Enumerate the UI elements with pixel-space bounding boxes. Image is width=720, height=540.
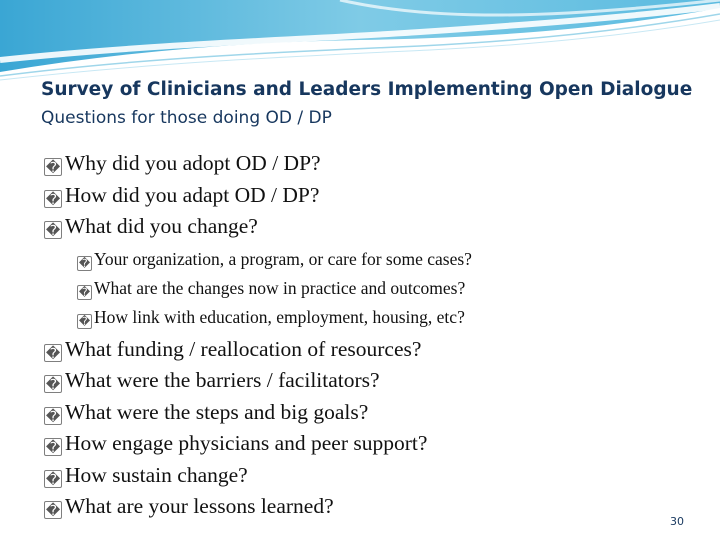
list-item: [77, 245, 472, 274]
question-text: What were the barriers / facilitators?: [65, 368, 380, 392]
sub-question-text: What are the changes now in practice and outcomes?: [94, 277, 466, 298]
slide-title: Survey of Clinicians and Leaders Implementing Open Dialogue: [41, 79, 693, 100]
slide-subtitle: Questions for those doing OD / DP: [41, 108, 332, 128]
list-item: [44, 365, 472, 397]
missing-glyph-icon: �: [78, 314, 91, 328]
list-item: [44, 428, 472, 460]
list-item: [77, 303, 472, 332]
missing-glyph-icon: �: [45, 223, 61, 239]
page-number: 30: [670, 515, 684, 528]
list-item: [44, 334, 472, 366]
question-text: Why did you adopt OD / DP?: [65, 151, 321, 175]
list-item: [77, 274, 472, 303]
list-item: [44, 180, 472, 212]
list-item: [44, 460, 472, 492]
question-text: What funding / reallocation of resources?: [65, 336, 422, 361]
question-list: [44, 148, 472, 523]
question-text: What are your lessons learned?: [65, 494, 334, 518]
missing-glyph-icon: �: [45, 408, 61, 425]
sub-question-text: How link with education, employment, housing, etc?: [94, 306, 465, 327]
missing-glyph-icon: �: [45, 191, 61, 208]
missing-glyph-icon: �: [78, 256, 91, 270]
question-text: What did you change?: [65, 214, 258, 238]
sub-question-list: [44, 243, 472, 334]
list-item: [44, 397, 472, 429]
missing-glyph-icon: �: [45, 345, 61, 362]
list-item: [44, 211, 472, 243]
question-text: How did you adapt OD / DP?: [65, 182, 320, 207]
missing-glyph-icon: �: [45, 503, 61, 519]
question-text: How sustain change?: [65, 462, 248, 487]
question-text: What were the steps and big goals?: [65, 399, 369, 424]
missing-glyph-icon: �: [45, 440, 61, 456]
sub-question-text: Your organization, a program, or care for some cases?: [94, 248, 472, 269]
list-item: [44, 148, 472, 180]
missing-glyph-icon: �: [45, 377, 61, 393]
missing-glyph-icon: �: [78, 285, 91, 299]
title-block: [41, 76, 692, 132]
question-text: How engage physicians and peer support?: [65, 431, 428, 455]
missing-glyph-icon: �: [45, 471, 61, 488]
missing-glyph-icon: �: [45, 160, 61, 176]
list-item: [44, 491, 472, 523]
